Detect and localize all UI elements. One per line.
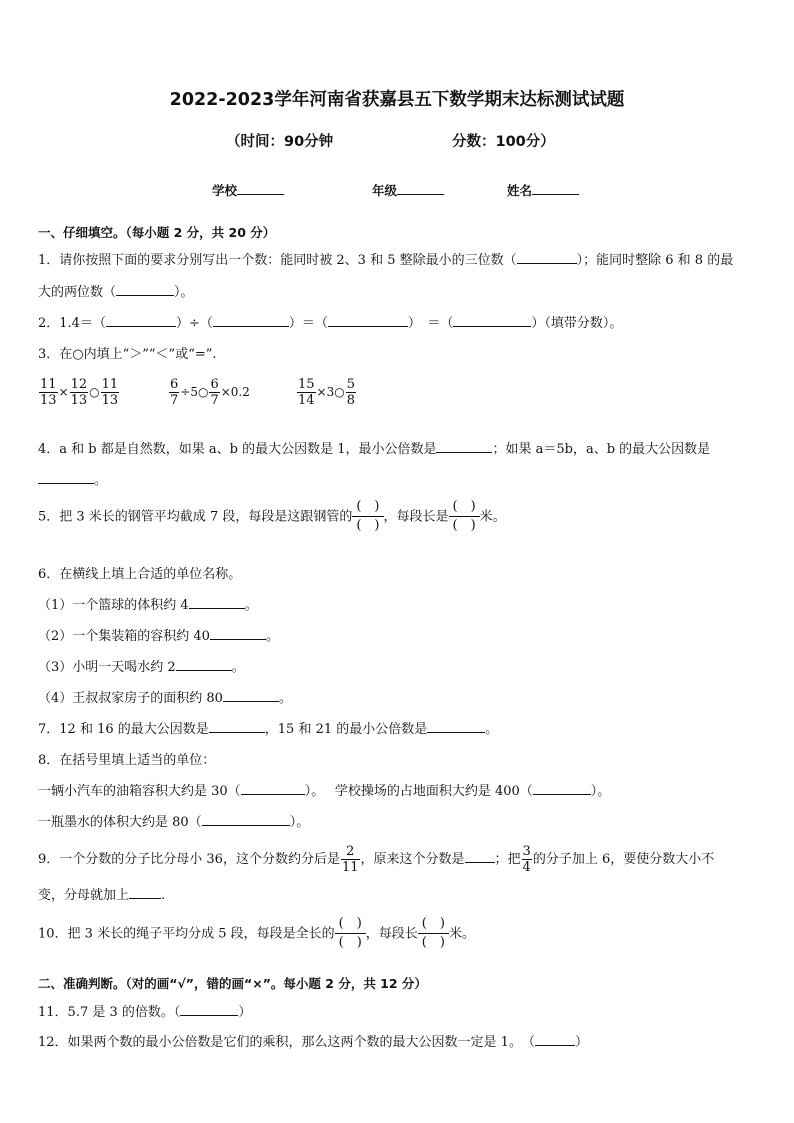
question-9-text: ，原来这个分数是 <box>360 852 465 867</box>
question-4-line2 <box>38 469 107 488</box>
answer-blank[interactable] <box>202 813 290 826</box>
grade-blank[interactable] <box>397 182 444 195</box>
numerator-blank[interactable]: ( ) <box>452 499 476 514</box>
question-1-text: 1．请你按照下面的要求分别写出一个数：能同时被 2、3 和 5 整除最小的三位数（ <box>38 253 517 268</box>
operator: ×0.2 <box>220 385 250 399</box>
comparison-3 <box>296 378 357 407</box>
question-8-line2 <box>38 811 309 830</box>
question-2-text: ） ＝（ <box>407 316 454 331</box>
question-6-text: （3）小明一天喝水约 2 <box>38 660 176 675</box>
question-11-text: 11．5.7 是 3 的倍数。（ <box>38 1005 181 1020</box>
question-5 <box>38 500 506 534</box>
denominator-blank[interactable]: ( ) <box>452 518 476 534</box>
fraction <box>39 378 58 407</box>
denominator-blank[interactable]: ( ) <box>338 935 362 951</box>
question-6-2 <box>38 625 279 644</box>
numerator: 11 <box>101 377 119 392</box>
fraction-blank[interactable] <box>420 917 447 951</box>
question-10-text: ，每段长 <box>365 926 418 942</box>
answer-blank[interactable] <box>189 596 245 609</box>
question-9-text: ；把 <box>494 852 521 867</box>
question-12 <box>38 1031 588 1050</box>
question-9-text: 的分子加上 6，要使分数大小不 <box>532 852 715 867</box>
numerator: 3 <box>522 844 531 859</box>
question-6-1 <box>38 594 258 613</box>
fraction-blank[interactable] <box>337 917 364 951</box>
compare-circle[interactable]: ○ <box>89 385 100 399</box>
fraction-blank[interactable] <box>451 500 478 534</box>
denominator-blank[interactable]: ( ) <box>421 935 445 951</box>
numerator: 6 <box>210 377 219 392</box>
section-1-heading: 一、仔细填空。（每小题 2 分，共 20 分） <box>38 225 276 240</box>
comparison-1 <box>38 378 120 407</box>
grade-field <box>372 181 444 199</box>
question-2-text: ）÷（ <box>175 316 213 331</box>
school-label: 学校 <box>212 183 238 198</box>
numerator: 5 <box>346 377 355 392</box>
question-8-text: ）。 <box>289 815 310 830</box>
numerator: 2 <box>346 844 355 859</box>
question-6: 6．在横线上填上合适的单位名称。 <box>38 567 242 582</box>
operator[interactable]: ×3○ <box>316 385 345 399</box>
question-5-text: 米。 <box>479 509 506 525</box>
question-1-text: ）；能同时整除 6 和 8 的最 <box>576 253 734 268</box>
question-11-text: ） <box>238 1005 252 1020</box>
answer-blank[interactable] <box>453 314 531 327</box>
question-9-text: 变，分母就加上 <box>38 888 130 903</box>
punctuation: 。 <box>231 660 245 675</box>
denominator: 13 <box>101 393 119 408</box>
question-5-text: 5．把 3 米长的钢管平均截成 7 段，每段是这跟钢管的 <box>38 509 353 525</box>
punctuation: 。 <box>244 598 258 613</box>
answer-blank[interactable] <box>176 658 232 671</box>
fraction-blank[interactable] <box>354 500 381 534</box>
numerator: 6 <box>170 377 179 392</box>
answer-blank[interactable] <box>465 850 495 863</box>
punctuation: . <box>161 888 166 903</box>
question-1-line2 <box>38 281 194 300</box>
fraction <box>341 845 360 874</box>
numerator: 15 <box>298 377 315 392</box>
question-4-text: ；如果 a＝5b，a、b 的最大公因数是 <box>492 442 711 457</box>
question-8-text: 一辆小汽车的油箱容积大约是 30（ <box>38 784 241 799</box>
question-12-text: ） <box>574 1035 588 1050</box>
question-10 <box>38 917 475 951</box>
question-9-line2 <box>38 884 165 903</box>
numerator-blank[interactable]: ( ) <box>338 916 362 931</box>
fraction <box>101 378 120 407</box>
fraction <box>169 378 179 407</box>
question-9-text: 9．一个分数的分子比分母小 36，这个分数约分后是 <box>38 852 340 867</box>
denominator: 4 <box>522 860 531 875</box>
answer-blank[interactable] <box>116 283 174 296</box>
name-label: 姓名 <box>507 183 533 198</box>
fraction <box>522 845 532 874</box>
answer-blank[interactable] <box>241 782 305 795</box>
fraction <box>297 378 316 407</box>
numerator-blank[interactable]: ( ) <box>356 499 380 514</box>
denominator: 7 <box>210 393 219 408</box>
question-10-text: 米。 <box>448 926 475 942</box>
answer-blank[interactable] <box>213 314 289 327</box>
answer-blank[interactable] <box>535 1033 575 1046</box>
answer-blank[interactable] <box>209 720 265 733</box>
question-8: 8．在括号里填上适当的单位： <box>38 753 216 768</box>
time-label: （时间：90分钟 <box>226 134 334 150</box>
fraction <box>209 378 219 407</box>
school-field <box>212 181 284 199</box>
fraction <box>70 378 89 407</box>
question-12-text: 12．如果两个数的最小公倍数是它们的乘积，那么这两个数的最大公因数一定是 1。 （ <box>38 1035 535 1050</box>
comparison-2 <box>168 378 250 407</box>
denominator: 13 <box>70 393 88 408</box>
answer-blank[interactable] <box>533 782 591 795</box>
question-6-text: （4）王叔叔家房子的面积约 80 <box>38 691 223 706</box>
fraction <box>346 378 356 407</box>
question-2-text: 2．1.4＝（ <box>38 316 106 331</box>
numerator-blank[interactable]: ( ) <box>421 916 445 931</box>
page-title: 2022-2023学年河南省获嘉县五下数学期末达标测试试题 <box>169 90 625 110</box>
denominator: 14 <box>298 393 315 408</box>
denominator-blank[interactable]: ( ) <box>356 518 380 534</box>
answer-blank[interactable] <box>223 689 279 702</box>
question-8-line1 <box>38 780 610 799</box>
operator: × <box>58 385 69 399</box>
question-8-text: ）。 <box>590 784 611 799</box>
question-7-text: ，15 和 21 的最小公倍数是 <box>264 722 428 737</box>
question-11 <box>38 1001 251 1020</box>
denominator: 11 <box>341 860 359 875</box>
name-field <box>507 181 579 199</box>
question-6-3 <box>38 656 245 675</box>
question-1-text: 大的两位数（ <box>38 285 117 300</box>
question-6-text: （2）一个集装箱的容积约 40 <box>38 629 210 644</box>
answer-blank[interactable] <box>517 251 577 264</box>
score-label: 分数：100分） <box>452 134 555 150</box>
answer-blank[interactable] <box>427 720 485 733</box>
answer-blank[interactable] <box>38 471 94 484</box>
question-1-line1 <box>38 249 733 268</box>
denominator: 13 <box>40 393 57 408</box>
answer-blank[interactable] <box>180 1003 238 1016</box>
question-7-text: 7．12 和 16 的最大公因数是 <box>38 722 209 737</box>
answer-blank[interactable] <box>436 440 492 453</box>
question-4-line1 <box>38 438 710 457</box>
question-2-text: ）（填带分数）。 <box>531 316 623 331</box>
denominator: 8 <box>346 393 355 408</box>
question-3: 3．在○内填上“＞”“＜”或“=”. <box>38 347 217 362</box>
question-1-text: ）。 <box>174 285 194 300</box>
operator[interactable]: ÷5○ <box>180 385 209 399</box>
answer-blank[interactable] <box>328 314 408 327</box>
punctuation: 。 <box>278 691 292 706</box>
question-6-4 <box>38 687 292 706</box>
denominator: 7 <box>170 393 179 408</box>
question-4-text: 。 <box>94 473 108 488</box>
question-8-text: ）。 学校操场的占地面积大约是 400（ <box>304 784 533 799</box>
punctuation: 。 <box>265 629 279 644</box>
question-2 <box>38 312 622 331</box>
question-4-text: 4．a 和 b 都是自然数，如果 a、b 的最大公因数是 1，最小公倍数是 <box>38 442 437 457</box>
answer-blank[interactable] <box>106 314 176 327</box>
numerator: 12 <box>70 377 88 392</box>
school-blank[interactable] <box>237 182 284 195</box>
question-5-text: ，每段长是 <box>383 509 449 525</box>
answer-blank[interactable] <box>129 886 161 899</box>
answer-blank[interactable] <box>210 627 266 640</box>
question-9-line1 <box>38 845 714 874</box>
question-7-text: 。 <box>485 722 499 737</box>
question-6-text: （1）一个篮球的体积约 4 <box>38 598 189 613</box>
question-2-text: ）＝（ <box>288 316 328 331</box>
question-10-text: 10．把 3 米长的绳子平均分成 5 段，每段是全长的 <box>38 926 335 942</box>
grade-label: 年级 <box>372 183 398 198</box>
question-7 <box>38 718 498 737</box>
section-2-heading: 二、准确判断。（对的画“√”，错的画“×”。每小题 2 分，共 12 分） <box>38 976 427 991</box>
question-8-text: 一瓶墨水的体积大约是 80（ <box>38 815 202 830</box>
numerator: 11 <box>40 377 57 392</box>
name-blank[interactable] <box>532 182 579 195</box>
